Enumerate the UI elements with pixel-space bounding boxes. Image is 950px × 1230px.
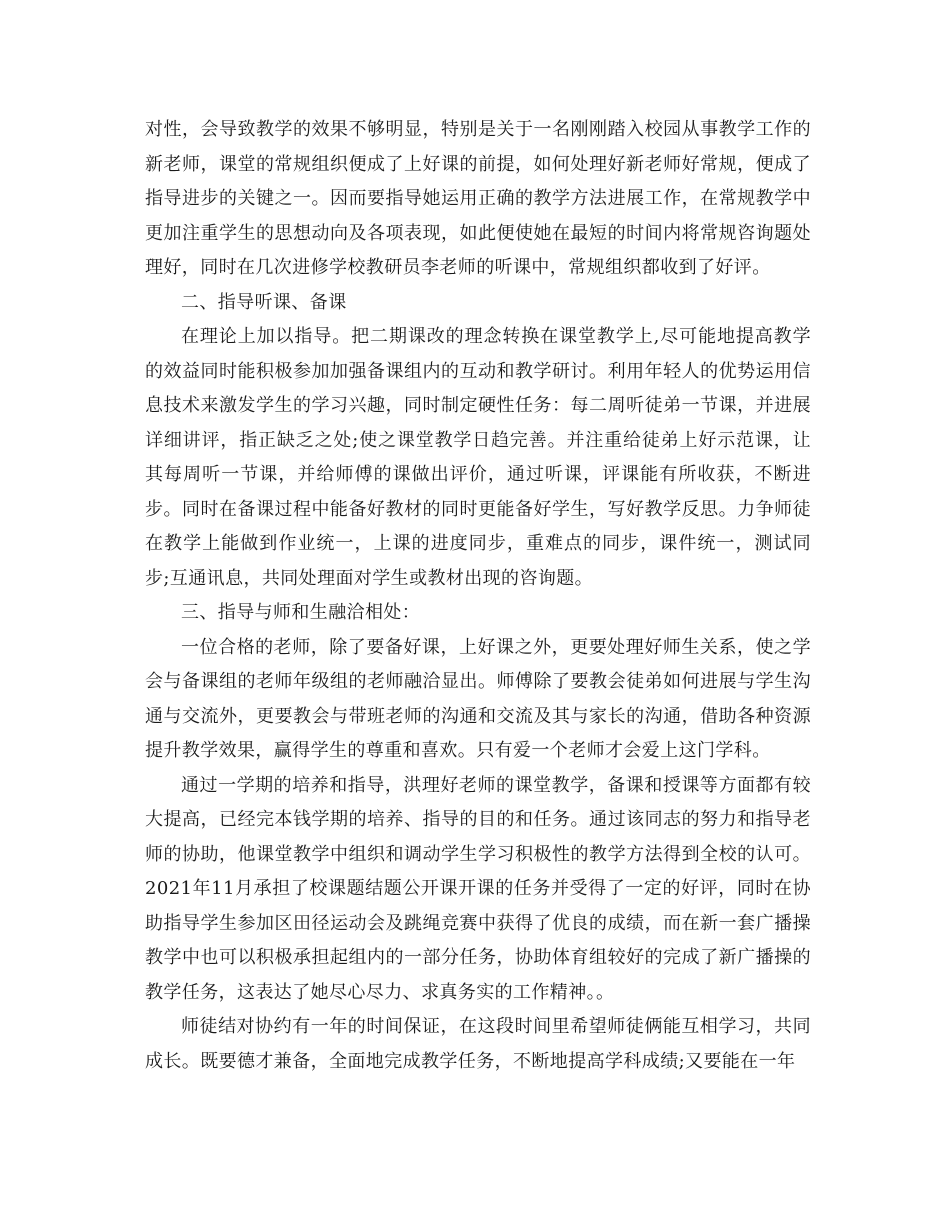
paragraph-agreement: 师徒结对协约有一年的时间保证，在这段时间里希望师徒俩能互相学习，共同成长。既要德才兼备，全面地完成教学任务，不断地提高学科成绩;又要能在一年: [145, 1016, 811, 1072]
paragraph-relations: 一位合格的老师，除了要备好课，上好课之外，更要处理好师生关系，使之学会与备课组的老师年级组的老师融洽显出。师傅除了要教会徒弟如何进展与学生沟通与交流外，更要教会与带班老师的沟通和交流及其与家长的沟通，借助各种资源提升教学效果，赢得学生的尊重和喜欢。只有爱一个老师才会爱上这门学科。: [145, 636, 811, 761]
section-heading-listen-prepare: 二、指导听课、备课: [181, 291, 347, 313]
paragraph-continued: 对性，会导致教学的效果不够明显，特别是关于一名刚刚踏入校园从事教学工作的新老师，课堂的常规组织便成了上好课的前提，如何处理好新老师好常规，便成了指导进步的关键之一。因而要指导她运用正确的教学方法进展工作，在常规教学中更加注重学生的思想动向及各项表现，如此便使她在最短的时间内将常规咨询题处理好，同时在几次进修学校教研员李老师的听课中，常规组织都收到了好评。: [145, 119, 811, 278]
paragraph-listen-prepare: 在理论上加以指导。把二期课改的理念转换在课堂教学上,尽可能地提高教学的效益同时能积极参加加强备课组内的互动和教学研讨。利用年轻人的优势运用信息技术来激发学生的学习兴趣，同时制定硬性任务：每二周听徒弟一节课，并进展详细讲评，指正缺乏之处;使之课堂教学日趋完善。并注重给徒弟上好示范课，让其每周听一节课，并给师傅的课做出评价，通过听课，评课能有所收获，不断进步。同时在备课过程中能备好教材的同时更能备好学生，写好教学反思。力争师徒在教学上能做到作业统一，上课的进度同步，重难点的同步，课件统一，测试同步;互通讯息，共同处理面对学生或教材出现的咨询题。: [145, 326, 811, 589]
paragraph-results: 通过一学期的培养和指导，洪理好老师的课堂教学，备课和授课等方面都有较大提高，已经完本钱学期的培养、指导的目的和任务。通过该同志的努力和指导老师的协助，他课堂教学中组织和调动学生学习积极性的教学方法得到全校的认可。2021年11月承担了校课题结题公开课开课的任务并受得了一定的好评，同时在协助指导学生参加区田径运动会及跳绳竞赛中获得了优良的成绩，而在新一套广播操教学中也可以积极承担起组内的一部分任务，协助体育组较好的完成了新广播操的教学任务，这表达了她尽心尽力、求真务实的工作精神。。: [145, 774, 811, 1003]
document-body: [145, 113, 811, 1079]
section-heading-relations: 三、指导与师和生融洽相处：: [181, 602, 421, 623]
